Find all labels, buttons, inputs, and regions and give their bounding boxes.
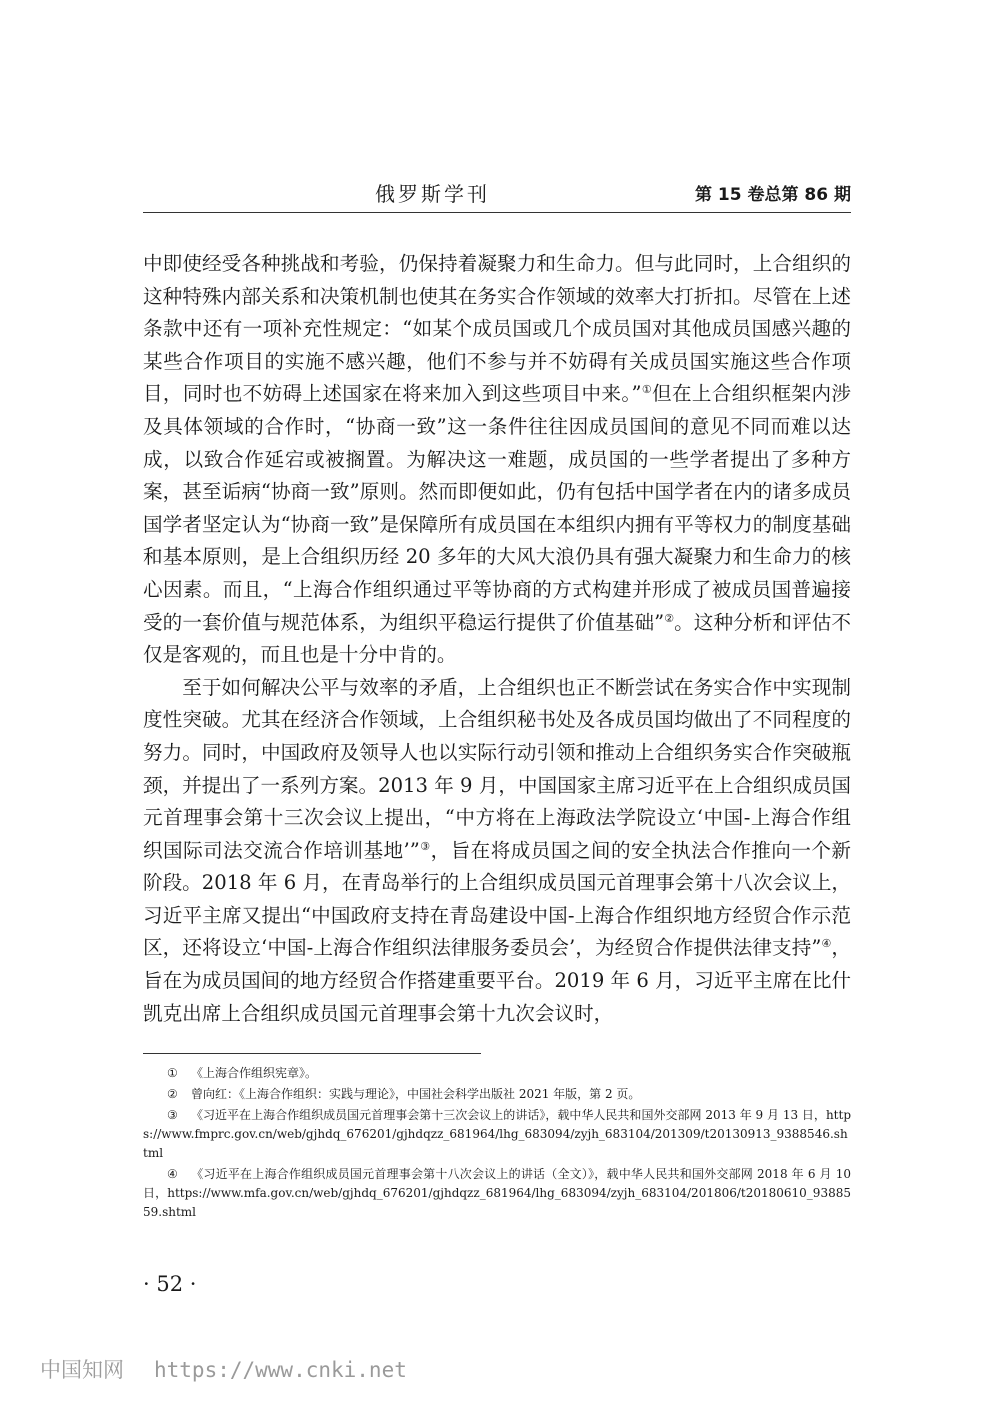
footnote-text: 曾向红：《上海合作组织：实践与理论》，中国社会科学出版社 2021 年版，第 2 页。 xyxy=(191,1087,641,1101)
paragraph-text: ，旨在为成员国间的地方经贸合作搭建重要平台。2019 年 6 月，习近平主席在比什凯克出席上合组织成员国元首理事会第十九次会议时， xyxy=(143,936,852,1025)
footnote-mark: ① xyxy=(167,1066,178,1080)
footnote-ref[interactable]: ① xyxy=(641,383,653,397)
footnote-text: 《上海合作组织宪章》。 xyxy=(191,1066,318,1080)
paragraph-1 xyxy=(143,248,851,672)
footnote-ref[interactable]: ② xyxy=(664,611,675,625)
footnotes xyxy=(143,1064,851,1224)
paragraph-text: ，旨在将成员国之间的安全执法合作推向一个新阶段。2018 年 6 月，在青岛举行的上合组织成员国元首理事会第十八次会议上，习近平主席又提出“中国政府支持在青岛建设中国-上海合作组织地方经贸合作示范区，还将设立‘中国-上海合作组织法律服务委员会’，为经贸合作提供法律支持” xyxy=(143,838,852,960)
footnote-3 xyxy=(143,1106,851,1163)
watermark-url[interactable]: https://www.cnki.net xyxy=(154,1358,407,1382)
issue-label: 第 15 卷总第 86 期 xyxy=(695,185,851,205)
paragraph-text: 。这种分析和评估不仅是客观的，而且也是十分中肯的。 xyxy=(143,610,851,667)
footnote-mark: ② xyxy=(167,1087,178,1101)
footnote-4 xyxy=(143,1165,851,1222)
footnote-text[interactable]: 《习近平在上海合作组织成员国元首理事会第十八次会议上的讲话（全文）》，载中华人民共和国外交部网 2018 年 6 月 10 日，https://www.mfa.gov.cn/web/gjhdq_676201/gjhdqzz_681964/lhg_683094/zyjh_683104/201806/t20180610_9388559.shtml xyxy=(143,1167,851,1219)
page-number: · 52 · xyxy=(143,1272,197,1296)
paragraph-text: 但在上合组织框架内涉及具体领域的合作时，“协商一致”这一条件往往因成员国间的意见不同而难以达成，以致合作延宕或被搁置。为解决这一难题，成员国的一些学者提出了多种方案，甚至诟病“协商一致”原则。然而即便如此，仍有包括中国学者在内的诸多成员国学者坚定认为“协商一致”是保障所有成员国在本组织内拥有平等权力的制度基础和基本原则，是上合组织历经 20 多年的大风大浪仍具有强大凝聚力和生命力的核心因素。而且，“上海合作组织通过平等协商的方式构建并形成了被成员国普遍接受的一套价值与规范体系，为组织平稳运行提供了价值基础” xyxy=(143,382,852,634)
footnote-ref[interactable]: ③ xyxy=(419,839,431,853)
running-header xyxy=(143,178,851,213)
paragraph-text: 中即使经受各种挑战和考验，仍保持着凝聚力和生命力。但与此同时，上合组织的这种特殊内部关系和决策机制也使其在务实合作领域的效率大打折扣。尽管在上述条款中还有一项补充性规定：“如某个成员国或几个成员国对其他成员国感兴趣的某些合作项目的实施不感兴趣，他们不参与并不妨碍有关成员国实施这些合作项目，同时也不妨碍上述国家在将来加入到这些项目中来。” xyxy=(143,252,851,406)
footnote-ref[interactable]: ④ xyxy=(821,937,832,951)
footnote-text[interactable]: 《习近平在上海合作组织成员国元首理事会第十三次会议上的讲话》，载中华人民共和国外交部网 2013 年 9 月 13 日，https://www.fmprc.gov.cn/web/gjhdq_676201/gjhdqzz_681964/lhg_683094/zyjh_683104/201309/t20130913_9388546.shtml xyxy=(143,1108,851,1160)
watermark-brand: 中国知网 xyxy=(40,1358,124,1382)
paragraph-2 xyxy=(143,672,851,1031)
footnote-1 xyxy=(143,1064,851,1083)
footnote-divider xyxy=(143,1053,481,1054)
footnote-mark: ④ xyxy=(167,1167,178,1181)
paragraph-text: 至于如何解决公平与效率的矛盾，上合组织也正不断尝试在务实合作中实现制度性突破。尤其在经济合作领域，上合组织秘书处及各成员国均做出了不同程度的努力。同时，中国政府及领导人也以实际行动引领和推动上合组织务实合作突破瓶颈，并提出了一系列方案。2013 年 9 月，中国国家主席习近平在上合组织成员国元首理事会第十三次会议上提出，“中方将在上海政法学院设立‘中国-上海合作组织国际司法交流合作培训基地’” xyxy=(143,675,852,862)
cnki-watermark xyxy=(40,1354,407,1384)
footnote-mark: ③ xyxy=(167,1108,178,1122)
journal-title: 俄罗斯学刊 xyxy=(375,182,490,206)
body-text xyxy=(143,248,851,1030)
footnote-2 xyxy=(143,1085,851,1104)
